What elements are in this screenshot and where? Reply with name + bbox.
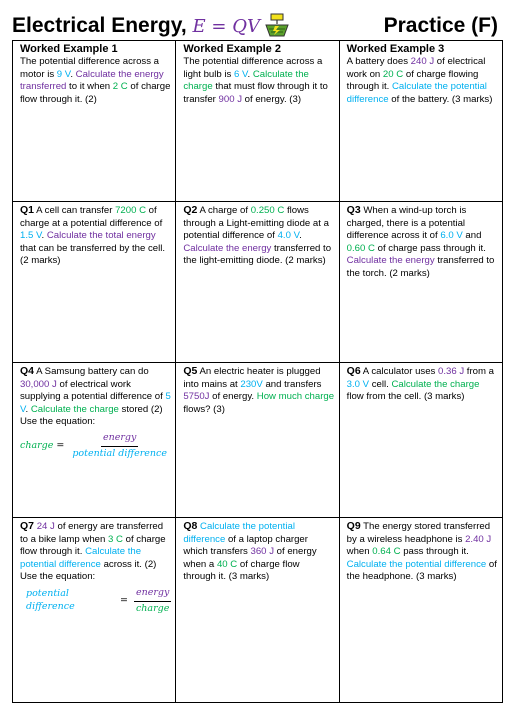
question-label: Q4 <box>20 365 35 377</box>
battery-cell-icon <box>262 12 292 38</box>
question-label: Q9 <box>346 520 361 532</box>
question-5-cell: Q5 An electric heater is plugged into mains at 230V and transfers 5750J of energy. How much charge flows? (3) <box>176 363 339 518</box>
question-6-cell: Q6 A calculator uses 0.36 J from a 3.0 V cell. Calculate the charge flow from the cell. (3 marks) <box>339 363 502 518</box>
question-grid <box>12 40 503 703</box>
question-label: Q1 <box>20 204 35 216</box>
pd-value: 6 V <box>234 68 248 80</box>
question-label: Q3 <box>346 204 361 216</box>
worked-example-title: Worked Example 3 <box>346 43 445 55</box>
task-energy: Calculate the energy <box>346 255 435 267</box>
energy-value: 900 J <box>218 93 243 105</box>
practice-label: Practice (F) <box>383 14 498 37</box>
fraction-numerator: energy <box>101 432 138 447</box>
question-1-cell: Q1 A cell can transfer 7200 C of charge at a potential difference of 1.5 V. Calculate the total energy that can be transferred by the cell. (2 marks) <box>13 202 176 363</box>
fraction-denominator: charge <box>135 602 170 614</box>
worksheet-header <box>12 14 502 40</box>
question-label: Q7 <box>20 520 35 532</box>
pd-value: 5 V <box>20 391 171 415</box>
equation-hint: Use the equation: <box>20 571 96 583</box>
task-energy: Calculate the total energy <box>46 230 156 242</box>
question-label: Q8 <box>183 520 198 532</box>
fraction-denominator: potential difference <box>72 447 167 459</box>
question-9-cell: Q9 The energy stored transferred by a wireless headphone is 2.40 J when 0.64 C pass through it. Calculate the potential difference of the headphone. (3 marks) <box>339 518 502 703</box>
pd-value: 230V <box>240 378 263 390</box>
task-pd: Calculate the potential difference <box>346 558 487 570</box>
worked-example-title: Worked Example 1 <box>20 43 118 55</box>
fraction <box>134 587 171 615</box>
fraction <box>70 432 169 460</box>
charge-value: 0.250 C <box>250 205 285 216</box>
question-label: Q2 <box>183 204 198 216</box>
fraction-numerator: energy <box>134 587 171 602</box>
pd-value: 1.5 V <box>20 230 42 242</box>
equals-sign: = <box>120 594 128 606</box>
grid-row <box>13 363 503 518</box>
charge-value: 7200 C <box>115 205 147 216</box>
energy-value: 24 J <box>36 521 55 532</box>
worked-example-title: Worked Example 2 <box>183 43 281 55</box>
energy-value: 30,000 J <box>20 378 57 390</box>
pd-equation <box>26 587 171 615</box>
equation-lhs: charge <box>20 439 54 451</box>
task-charge: Calculate the charge <box>391 378 480 390</box>
pd-value: 9 V <box>56 68 71 80</box>
charge-value: 3 C <box>108 533 123 545</box>
question-label: Q6 <box>346 365 361 377</box>
task-charge: How much charge <box>256 391 335 403</box>
task-energy: Calculate the energy <box>183 242 272 254</box>
title-equation: E = QV <box>192 16 261 37</box>
task-energy: Calculate the energy transferred <box>20 68 164 93</box>
question-8-cell: Q8 Calculate the potential difference of a laptop charger which transfers 360 J of energy when a 40 C of charge flow through it. (3 marks) <box>176 518 339 703</box>
task-pd: Calculate the potential difference <box>20 546 142 570</box>
grid-row <box>13 202 503 363</box>
task-pd: Calculate the potential difference <box>183 521 295 545</box>
question-2-cell: Q2 A charge of 0.250 C flows through a Light-emitting diode at a potential difference of 4.0 V. Calculate the energy transferred to the light-emitting diode. (2 marks) <box>176 202 339 363</box>
task-charge: Calculate the charge <box>30 403 119 415</box>
energy-value: 360 J <box>250 546 274 558</box>
task-pd: Calculate the potential difference <box>346 81 487 105</box>
energy-value: 5750J <box>183 391 210 403</box>
equation-lhs: potential difference <box>26 588 75 613</box>
charge-value: 0.64 C <box>372 546 401 558</box>
worked-example-2-cell: Worked Example 2 The potential difference across a light bulb is 6 V. Calculate the charge that must flow through it to transfer 900 J of energy. (3) <box>176 41 339 202</box>
equals-sign: = <box>56 439 65 451</box>
charge-value: 0.60 C <box>346 242 375 254</box>
question-7-cell: Q7 24 J of energy are transferred to a bike lamp when 3 C of charge flow through it. Calculate the potential difference across it. (2) Use the equation: potential difference = $\frac{\text{energy}}{\text{charge}}$ <box>13 518 176 703</box>
title-text: Electrical Energy, <box>12 14 187 37</box>
energy-value: 0.36 J <box>438 366 465 377</box>
grid-row <box>13 518 503 703</box>
charge-value: 2 C <box>112 81 128 93</box>
equation-hint: Use the equation: <box>20 416 96 428</box>
worked-example-1-cell: Worked Example 1 The potential difference across a motor is 9 V. Calculate the energy transferred to it when 2 C of charge flow through it. (2) <box>13 41 176 202</box>
charge-value: 40 C <box>216 558 238 570</box>
task-charge: Calculate the charge <box>183 68 309 93</box>
pd-value: 6.0 V <box>440 230 463 242</box>
worked-example-3-cell: Worked Example 3 A battery does 240 J of electrical work on 20 C of charge flowing through it. Calculate the potential difference of the battery. (3 marks) <box>339 41 502 202</box>
energy-value: 2.40 J <box>465 533 492 545</box>
question-3-cell: Q3 When a wind-up torch is charged, there is a potential difference across it of 6.0 V and 0.60 C of charge pass through it. Calculate the energy transferred to the torch. (2 marks) <box>339 202 502 363</box>
pd-value: 4.0 V <box>277 230 300 242</box>
energy-value: 240 J <box>410 56 435 67</box>
pd-value: 3.0 V <box>346 378 370 390</box>
question-label: Q5 <box>183 365 198 377</box>
grid-row <box>13 41 503 202</box>
charge-equation <box>20 432 171 460</box>
question-4-cell: Q4 A Samsung battery can do 30,000 J of electrical work supplying a potential difference of 5 V. Calculate the charge stored (2) Use the equation: charge = $\frac{\text{energy}}{\text{potential difference}}$ <box>13 363 176 518</box>
charge-value: 20 C <box>382 68 404 80</box>
page-title <box>12 14 260 38</box>
